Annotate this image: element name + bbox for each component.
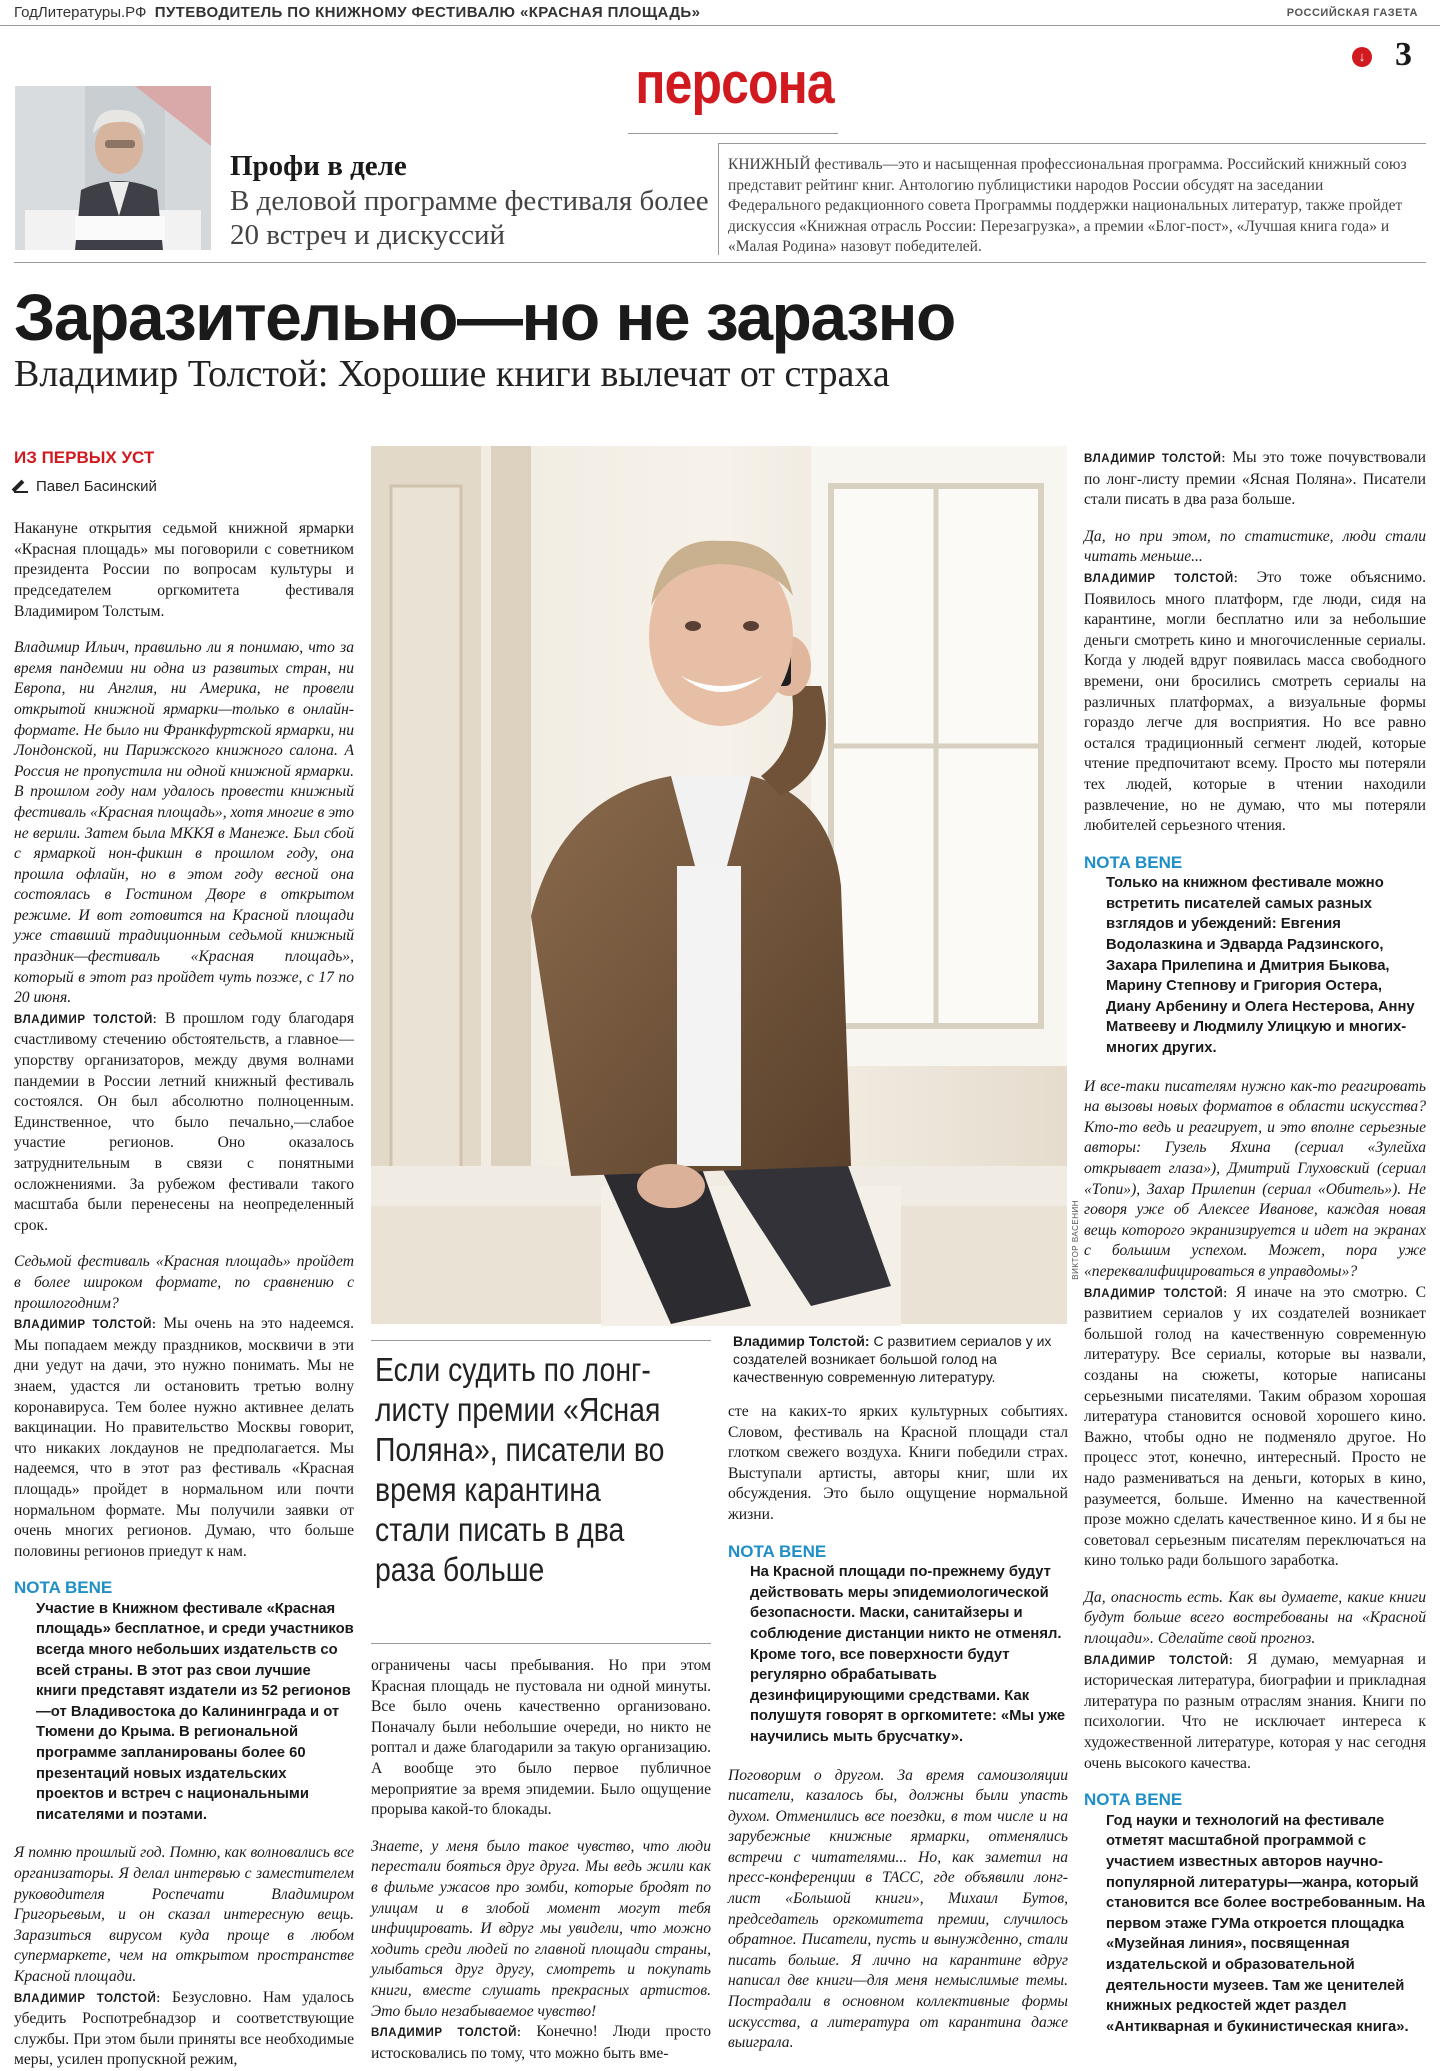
teaser-title: Профи в деле	[230, 150, 407, 182]
quote-divider-bottom	[371, 1643, 711, 1644]
main-photo	[371, 446, 1067, 1324]
speaker-label: ВЛАДИМИР ТОЛСТОЙ:	[1084, 1654, 1234, 1667]
headline: Заразительно—но не заразно	[14, 280, 955, 354]
body-paragraph: сте на каких-то ярких культурных событиях. Словом, фестиваль на Красной площади стал глотком свежего воздуха. Книги победили страх. Выступали артисты, авторы книг, шли их обсуждения. Это было ощущение нормальной жизни.	[728, 1403, 1068, 1523]
question-paragraph: И все-таки писателям нужно как-то реагировать на вызовы новых форматов в области искусства? Кто-то ведь и реагирует, и это вполне серьезные авторы: Гузель Яхина (сериал «Зулейха открывает глаза»), Дмитрий Глуховский (сериал «Топи»), Захар Прилепин (сериал «Обитель»). Не говоря уже об Алексее Иванове, каждая новая вещь которого экранизируется и идет на экранах с большим успехом. Может, пора уже «переквалифицироваться в управдомы»?	[1084, 1077, 1426, 1280]
question-paragraph: Владимир Ильич, правильно ли я понимаю, что за время пандемии ни одна из развитых стран, ни Европа, ни Англия, ни Америка, не провели открытой книжной ярмарки—только в онлайн-формате. Не было ни Франкфуртской ярмарки, ни Лондонской, ни Парижского книжного салона. А Россия не пропустила ни одной книжной ярмарки. В прошлом году нам удалось провести книжный фестиваль «Красная площадь», хотя многие в это не верили. Затем была МККЯ в Манеже. Был сбой с ярмаркой нон-фикшн в прошлом году, она прошла офлайн, но в этом году весной она состоялась в Гостином Дворе в открытом режиме. И вот готовится на Красной площади уже ставший традиционным седьмой книжный праздник—фестиваль «Красная площадь», который в этот раз пройдет чуть позже, с 17 по 20 июня.	[14, 639, 354, 1007]
answer-paragraph	[14, 1988, 354, 2071]
answer-paragraph	[1084, 568, 1426, 837]
speaker-label: ВЛАДИМИР ТОЛСТОЙ:	[1084, 453, 1226, 465]
question-paragraph: Знаете, у меня было такое чувство, что люди перестали бояться друг друга. Мы ведь жили как в фильме ужасов про зомби, которые бродят по улицам и в злобой момент могут тебя инфицировать. И вдруг мы увидели, что можно ходить среди людей по главной площади страны, улыбаться друг другу, смотреть и покупать книги, вместе слушать прекрасных артистов. Это было незабываемое чувство!	[371, 1837, 711, 2020]
nota-bene-text: Только на книжном фестивале можно встретить писателей самых разных взглядов и убеждений: Евгения Водолазкина и Эдварда Радзинского, Захара Прилепина и Дмитрия Быкова, Марину Степнову и Григория Остера, Диану Арбенину и Олега Нестерова, Анну Матвееву и Людмилу Улицкую и многих-многих других.	[1106, 875, 1415, 1057]
column-3	[728, 1402, 1068, 2054]
answer-text: Мы очень на это надеемся. Мы попадаем между праздников, москвичи в эти дни уедут на дачи, это нужно понимать. Мы не знаем, удастся ли остановить третью волну коронавируса. Тем более нужно активнее делать вакцинации. Но правительство Москвы говорит, что никаких локдаунов не предполагается. Мы надеемся, что в этот раз фестиваль «Красная площадь» пройдет в нормальном или почти нормальном формате. Мы получили заявки от очень многих регионов. Думаю, что больше половины регионов приедут к нам.	[14, 1315, 354, 1560]
photo-credit: ВИКТОР ВАСЕНИН	[1071, 1200, 1080, 1280]
page-number: 3	[1395, 36, 1412, 73]
newspaper-name: РОССИЙСКАЯ ГАЗЕТА	[1286, 7, 1418, 19]
speaker-label: ВЛАДИМИР ТОЛСТОЙ:	[371, 2027, 522, 2040]
answer-paragraph	[1084, 448, 1426, 511]
teaser-subtitle: В деловой программе фестиваля более 20 встреч и дискуссий	[230, 185, 709, 251]
site-name: ГодЛитературы.РФ	[14, 4, 147, 21]
section-label: ИЗ ПЕРВЫХ УСТ	[14, 448, 155, 467]
author-byline	[14, 477, 354, 498]
intro-paragraph: Накануне открытия седьмой книжной ярмарки «Красная площадь» мы поговорили с советником президента России по вопросам культуры и председателем оргкомитета фестиваля Владимиром Толстым.	[14, 520, 354, 620]
photo-caption	[733, 1332, 1073, 1386]
answer-paragraph	[14, 1009, 354, 1237]
nota-bene-label: NOTA BENE	[14, 1578, 113, 1598]
top-bar	[0, 0, 1440, 26]
rubric-divider	[628, 133, 838, 134]
answer-text: Мы это тоже почувствовали по лонг-листу премии «Ясная Поляна». Писатели стали писать в два раза больше.	[1084, 449, 1426, 509]
question-paragraph: Седьмой фестиваль «Красная площадь» пройдет в более широком формате, по сравнению с прошлогодним?	[14, 1253, 354, 1312]
question-paragraph: Да, но при этом, по статистике, люди стали читать меньше...	[1084, 527, 1426, 566]
speaker-label: ВЛАДИМИР ТОЛСТОЙ:	[14, 1319, 157, 1332]
column-4	[1084, 448, 1426, 2055]
teaser-bottom-divider	[14, 262, 1426, 263]
answer-text: Это тоже объяснимо. Появилось много платформ, где люди, сидя на карантине, могли бесплатно или за небольшие деньги смотреть кино и многочисленные сериалы. Когда у людей вдруг появилась масса свободного времени, они бросились смотреть сериалы на различных платформах, а визуальные формы гораздо легче для восприятия. Но все равно остался традиционный сегмент людей, которые чтение предпочитают всему. Просто мы потеряли тех людей, которые в чтении находили развлечение, но не думаю, что мы потеряли любителей серьезного чтения.	[1084, 568, 1426, 835]
question-paragraph: Я помню прошлый год. Помню, как волновались все организаторы. Я делал интервью с заместителем руководителя Роспечати Владимиром Григорьевым, и он сказал интересную вещь. Заразиться вирусом куда проще в любом супермаркете, чем на открытом пространстве Красной площади.	[14, 1844, 354, 1985]
teaser-vertical-divider	[718, 143, 719, 255]
arrow-down-icon: ↓	[1352, 47, 1372, 67]
pen-icon	[14, 479, 28, 493]
top-bar-left	[14, 4, 700, 21]
question-paragraph: Да, опасность есть. Как вы думаете, какие книги будут больше всего востребованы на «Красной площади». Сделайте свой прогноз.	[1084, 1588, 1426, 1648]
nota-bene-label: NOTA BENE	[1084, 1790, 1183, 1810]
body-paragraph: ограничены часы пребывания. Но при этом Красная площадь не пустовала ни одной минуты. Все было очень качественно организовано. Поначалу были небольшие очереди, но никто не роптал и даже благодарили за такую организацию. А вообще это было первое публичное мероприятие за время эпидемии. Было ощущение прорыва какой-то блокады.	[371, 1657, 711, 1819]
subheadline: Владимир Толстой: Хорошие книги вылечат от страха	[14, 353, 890, 395]
rubric-title: персона	[635, 51, 834, 116]
answer-text: Конечно! Люди просто истосковались по тому, что можно быть вме-	[371, 2023, 711, 2062]
speaker-label: ВЛАДИМИР ТОЛСТОЙ:	[14, 1992, 161, 2005]
caption-speaker: Владимир Толстой:	[733, 1333, 870, 1349]
answer-paragraph	[1084, 1283, 1426, 1572]
speaker-label: ВЛАДИМИР ТОЛСТОЙ:	[14, 1013, 158, 1026]
nota-bene-text: Год науки и технологий на фестивале отметят масштабной программой с участием известных авторов научно-популярной литературы—жанра, который становится все более востребованным. На первом этаже ГУМа откроется площадка «Музейная линия», посвященная издательской и образовательной деятельности музеев. Там же ценителей книжных редкостей ждет раздел «Антикварная и букинистическая книга».	[1106, 1812, 1425, 2035]
column-1	[14, 448, 354, 2071]
nota-bene-text: На Красной площади по-прежнему будут действовать меры эпидемиологической безопасности. Маски, санитайзеры и соблюдение дистанции никто не отменял. Кроме того, все поверхности будут регулярно обрабатывать дезинфицирующими средствами. Как полушутя говорят в оргкомитете: «Мы уже научились мыть брусчатку».	[750, 1564, 1066, 1745]
nota-bene-label: NOTA BENE	[728, 1541, 827, 1561]
teaser-text: КНИЖНЫЙ фестиваль—это и насыщенная профессиональная программа. Российский книжный союз представит рейтинг книг. Антологию публицистики народов России обсудят на заседании Федерального редакционного совета Программы поддержки национальных литератур, также пройдет дискуссия «Книжная отрасль России: Перезагрузка», а премии «Блог-пост», «Лучшая книга года» и «Малая Родина» назовут победителей.	[728, 156, 1407, 255]
answer-paragraph	[14, 1314, 354, 1562]
pull-quote: Если судить по лонг-листу премии «Ясная Поляна», писатели во время карантина стали писать в два раза больше	[375, 1351, 665, 1588]
nota-bene-text: Участие в Книжном фестивале «Красная площадь» бесплатное, и среди участников всегда много небольших издательств со всей страны. В этот раз свои лучшие книги представят издатели из 52 регионов—от Владивостока до Калининграда и от Тюмени до Крыма. В региональной программе запланированы более 60 презентаций новых издательских проектов и встреч с национальными писателями и поэтами.	[36, 1600, 354, 1823]
answer-text: В прошлом году благодаря счастливому стечению обстоятельств, а главное—упорству организаторов, между двумя волнами пандемии в России летний книжный фестиваль состоялся. Он был абсолютно полноценным. Единственное, что было печально,—слабое участие регионов. Оно оказалось затруднительным в связи с понятными осложнениями. За рубежом фестивали такого масштаба были перенесены на неопределенный срок.	[14, 1009, 354, 1234]
author-name: Павел Басинский	[36, 477, 157, 495]
question-paragraph: Поговорим о другом. За время самоизоляции писатели, казалось бы, должны были упасть духом. Отменились все поездки, в том числе и на зарубежные книжные ярмарки, отменялись встречи с читателями... Но, как заметил на пресс-конференции в ТАСС, где объявили лонг-лист «Большой книги», Михаил Бутов, председатель оргкомитета премии, случилось обратное. Писатели, пусть и вынужденно, стали писать больше. Я лично на карантине вдруг написал две книги—для меня немыслимые темы. Пострадали в основном коллективные формы искусства, а литература от карантина даже выиграла.	[728, 1766, 1068, 2052]
quote-divider-top	[371, 1340, 711, 1341]
guide-title: ПУТЕВОДИТЕЛЬ ПО КНИЖНОМУ ФЕСТИВАЛЮ «КРАСНАЯ ПЛОЩАДЬ»	[154, 4, 701, 21]
column-2	[371, 1656, 711, 2064]
answer-paragraph	[1084, 1650, 1426, 1775]
nota-bene-label: NOTA BENE	[1084, 852, 1183, 872]
answer-paragraph	[371, 2022, 711, 2064]
teaser-photo	[15, 86, 211, 250]
speaker-label: ВЛАДИМИР ТОЛСТОЙ:	[1084, 572, 1239, 585]
speaker-label: ВЛАДИМИР ТОЛСТОЙ:	[1084, 1287, 1228, 1300]
answer-text: Я думаю, мемуарная и историческая литература, биографии и прикладная литература по разным отраслям знания. Книги по психологии. Что не исключает интереса к художественной литературе, которая у нас сегодня очень высокого качества.	[1084, 1650, 1427, 1772]
teaser-divider	[718, 143, 1426, 144]
answer-text: Я иначе на это смотрю. С развитием сериалов у их создателей возникает большой голод на качественную современную литературу. Все сериалы, которые вы назвали, созданы на сюжеты, которые написаны серьезными писателями. Таким образом хорошая литература становится основой хорошего кино. Важно, чтобы одно не подменяло другое. Но процесс этот, конечно, интересный. Просто не надо размениваться на деньги, которых в кино, разумеется, больше. Именно на качественной прозе можно сделать качественное кино. И я бы не советовал серьезным писателям переключаться на кино только ради большого заработка.	[1084, 1283, 1427, 1570]
caption-text: С развитием сериалов у их создателей возникает большой голод на качественную современную литературу.	[733, 1333, 1052, 1385]
answer-text: Безусловно. Нам удалось убедить Роспотребнадзор и соответствующие службы. При этом были приняты все необходимые меры, усилен пропускной режим,	[14, 1988, 354, 2069]
